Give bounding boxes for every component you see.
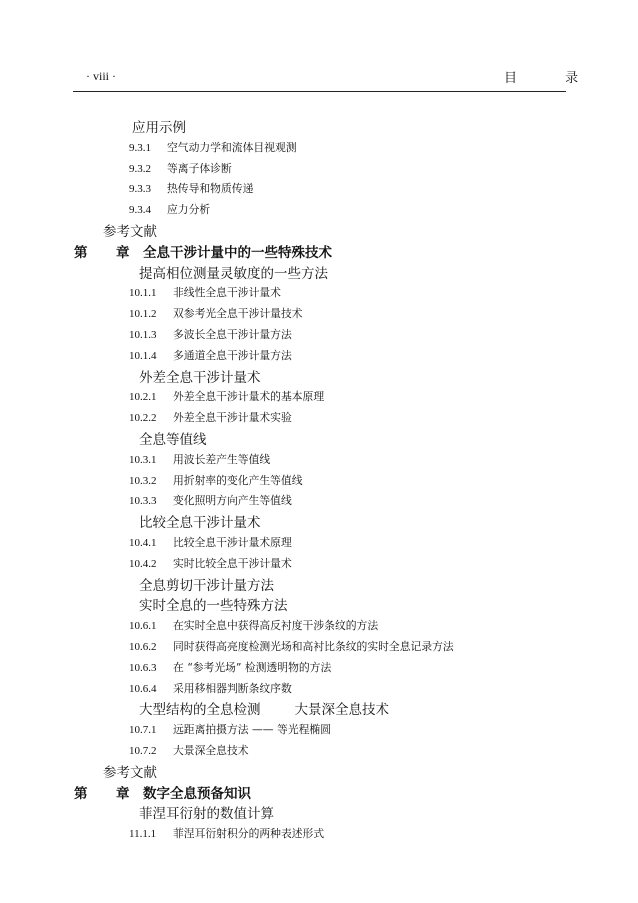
subsection-number: 9.3.4 xyxy=(129,204,151,217)
toc-subsection-entry xyxy=(129,473,303,488)
chapter-title: 数字全息预备知识 xyxy=(143,785,251,802)
subsection-number: 10.2.2 xyxy=(129,412,157,425)
subsection-title: 大景深全息技术 xyxy=(173,744,249,757)
chapter-suffix: 章 xyxy=(116,244,130,261)
toc-subsection-entry xyxy=(129,660,331,675)
references-title: 参考文献 xyxy=(103,764,157,781)
section-title: 菲涅耳衍射的数值计算 xyxy=(139,806,274,823)
subsection-number: 9.3.1 xyxy=(129,141,151,154)
toc-subsection-entry xyxy=(129,306,303,321)
chapter-suffix: 章 xyxy=(116,785,130,802)
subsection-title: 实时比较全息干涉计量术 xyxy=(173,556,292,570)
section-title: 应用示例 xyxy=(132,120,186,136)
subsection-title: 多通道全息干涉计量方法 xyxy=(173,348,292,362)
subsection-number: 10.1.3 xyxy=(129,329,157,341)
references-title: 参考文献 xyxy=(103,224,157,240)
toc-section-entry xyxy=(139,594,288,614)
toc-subsection-entry xyxy=(129,410,292,425)
subsection-title: 用波长差产生等值线 xyxy=(173,452,271,466)
toc-chapter-entry xyxy=(74,241,474,261)
toc-section-entry xyxy=(139,262,328,282)
toc-subsection-entry xyxy=(129,681,292,696)
toc-section-entry xyxy=(139,511,261,531)
subsection-title: 采用移相器判断条纹序数 xyxy=(173,681,292,695)
subsection-number: 10.6.3 xyxy=(129,661,157,674)
subsection-title: 外差全息干涉计量术的基本原理 xyxy=(173,390,325,404)
section-title: 大型结构的全息检测 xyxy=(139,702,261,719)
toc-subsection-entry xyxy=(129,202,210,217)
subsection-title: 变化照明方向产生等值线 xyxy=(173,494,292,508)
section-title: 大景深全息技术 xyxy=(294,702,389,719)
toc-chapter-entry xyxy=(74,782,474,802)
toc-subsection-entry xyxy=(129,722,331,737)
toc-subsection-entry xyxy=(129,285,281,300)
subsection-title: 双参考光全息干涉计量技术 xyxy=(173,307,303,321)
section-title: 外差全息干涉计量术 xyxy=(139,369,261,386)
chapter-prefix: 第 xyxy=(74,785,88,802)
subsection-number: 10.3.2 xyxy=(129,474,157,487)
toc-references-entry xyxy=(103,220,157,240)
subsection-title: 同时获得高亮度检测光场和高衬比条纹的实时全息记录方法 xyxy=(173,640,454,653)
subsection-number: 10.2.1 xyxy=(129,391,157,404)
toc-section-entry xyxy=(139,698,389,718)
chapter-title: 全息干涉计量中的一些特殊技术 xyxy=(143,244,332,261)
running-title: 目 录 xyxy=(504,71,601,86)
section-title: 提高相位测量灵敏度的一些方法 xyxy=(139,265,328,282)
subsection-number: 10.6.2 xyxy=(129,641,157,653)
toc-subsection-entry xyxy=(129,140,297,155)
section-title: 比较全息干涉计量术 xyxy=(139,515,261,532)
subsection-number: 10.6.1 xyxy=(129,620,157,633)
subsection-number: 10.6.4 xyxy=(129,682,157,695)
section-title: 全息剪切干涉计量方法 xyxy=(139,577,274,594)
subsection-title: 外差全息干涉计量术实验 xyxy=(173,411,292,425)
subsection-title: 应力分析 xyxy=(167,203,211,217)
subsection-title: 比较全息干涉计量术原理 xyxy=(173,536,292,549)
toc-subsection-entry xyxy=(129,161,232,176)
page-number: · viii · xyxy=(86,69,116,83)
chapter-prefix: 第 xyxy=(74,244,88,261)
toc-subsection-entry xyxy=(129,452,270,467)
toc-subsection-entry xyxy=(129,743,249,758)
subsection-number: 10.3.1 xyxy=(129,453,157,466)
subsection-title: 在 “参考光场” 检测透明物的方法 xyxy=(173,660,332,674)
toc-subsection-entry xyxy=(129,556,292,571)
subsection-title: 远距离拍摄方法 —— 等光程椭圆 xyxy=(173,723,332,737)
toc-subsection-entry xyxy=(129,348,292,363)
toc-subsection-entry xyxy=(129,181,253,196)
header-rule xyxy=(73,91,566,92)
subsection-number: 9.3.2 xyxy=(129,162,151,175)
toc-references-entry xyxy=(103,761,157,781)
section-title: 实时全息的一些特殊方法 xyxy=(139,598,288,615)
toc-subsection-entry xyxy=(129,535,292,550)
toc-subsection-entry xyxy=(129,639,454,654)
subsection-number: 10.4.1 xyxy=(129,537,157,549)
subsection-title: 等离子体诊断 xyxy=(167,161,232,175)
subsection-number: 10.1.2 xyxy=(129,308,157,321)
toc-subsection-entry xyxy=(129,618,378,633)
subsection-title: 在实时全息中获得高反衬度干涉条纹的方法 xyxy=(173,619,379,633)
subsection-number: 10.1.1 xyxy=(129,287,157,300)
subsection-title: 菲涅耳衍射积分的两种表述形式 xyxy=(173,827,325,841)
toc-subsection-entry xyxy=(129,826,324,841)
subsection-number: 10.3.3 xyxy=(129,495,157,508)
subsection-number: 9.3.3 xyxy=(129,183,151,196)
subsection-number: 10.4.2 xyxy=(129,557,157,570)
subsection-title: 多波长全息干涉计量方法 xyxy=(173,328,292,341)
toc-section-entry xyxy=(139,574,274,594)
toc-section-entry xyxy=(132,116,186,136)
toc-subsection-entry xyxy=(129,493,292,508)
subsection-number: 11.1.1 xyxy=(129,828,157,841)
toc-section-entry xyxy=(139,428,207,448)
subsection-title: 用折射率的变化产生等值线 xyxy=(173,473,303,487)
subsection-number: 10.1.4 xyxy=(129,349,157,362)
toc-section-entry xyxy=(139,366,261,386)
subsection-title: 热传导和物质传递 xyxy=(167,182,254,196)
subsection-title: 空气动力学和流体目视观测 xyxy=(167,140,297,154)
subsection-number: 10.7.1 xyxy=(129,724,157,737)
toc-section-entry xyxy=(139,802,274,822)
toc-subsection-entry xyxy=(129,389,324,404)
section-title: 全息等值线 xyxy=(139,432,207,448)
subsection-number: 10.7.2 xyxy=(129,745,157,757)
subsection-title: 非线性全息干涉计量术 xyxy=(173,286,281,300)
toc-subsection-entry xyxy=(129,327,292,342)
